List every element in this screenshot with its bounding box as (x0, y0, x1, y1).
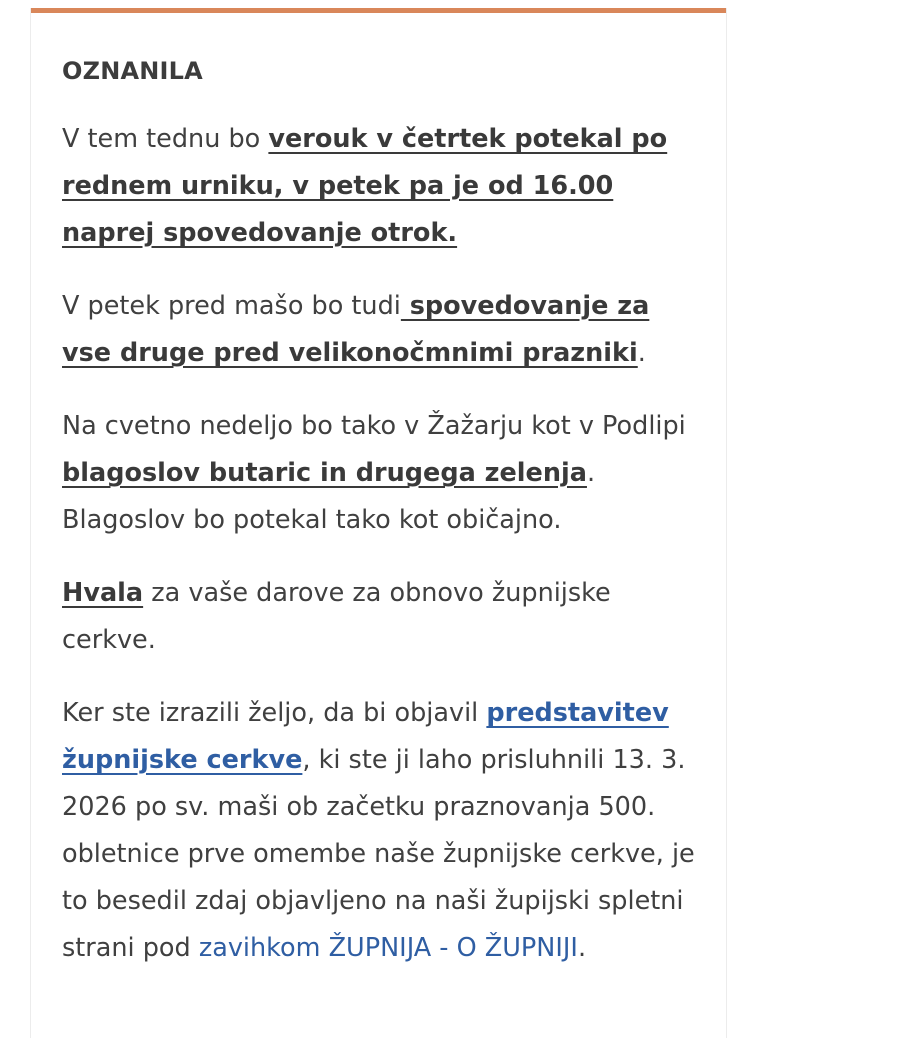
paragraph-predstavitev (62, 690, 707, 972)
paragraph-text: . (577, 933, 587, 963)
paragraph-text: Ker ste izrazili željo, da bi objavil (62, 698, 487, 728)
paragraph-text: , ki ste ji laho prisluhnili 13. 3. 2026 po sv. maši ob začetku praznovanja 500. obletnice prve omembe naše župnijske cerkve, je to besedil zdaj objavljeno na naši župijski spletni strani pod (62, 745, 695, 963)
paragraph-text: . Blagoslov bo potekal tako kot običajno. (62, 458, 596, 535)
paragraph-hvala (62, 570, 707, 664)
paragraph-text: Na cvetno nedeljo bo tako v Žažarju kot v Podlipi (62, 411, 686, 441)
card-accent-bar (31, 8, 726, 13)
emphasis-spoved: spovedovanje za vse druge pred velikonočmnimi prazniki (62, 291, 650, 368)
paragraph-text: za vaše darove za obnovo župnijske cerkve. (62, 578, 611, 655)
link-predstavitev-cerkve[interactable]: predstavitev župnijske cerkve (62, 698, 669, 775)
emphasis-hvala: Hvala (62, 578, 144, 608)
paragraph-text: V tem tednu bo (62, 124, 269, 154)
section-heading: OZNANILA (62, 57, 203, 85)
paragraph-cvetna-nedelja (62, 403, 707, 544)
paragraph-verouk (62, 116, 707, 257)
paragraph-spoved (62, 283, 707, 377)
paragraph-text: V petek pred mašo bo tudi (62, 291, 401, 321)
link-zavihek-zupnija[interactable]: zavihkom ŽUPNIJA - O ŽUPNIJI (198, 933, 578, 963)
emphasis-blagoslov: blagoslov butaric in drugega zelenja (62, 458, 587, 488)
emphasis-verouk: verouk v četrtek potekal po rednem urniku, v petek pa je od 16.00 naprej spovedovanje otrok. (62, 124, 668, 248)
announcement-card (30, 8, 727, 1038)
announcement-content (62, 56, 707, 998)
paragraph-text: . (637, 338, 646, 368)
